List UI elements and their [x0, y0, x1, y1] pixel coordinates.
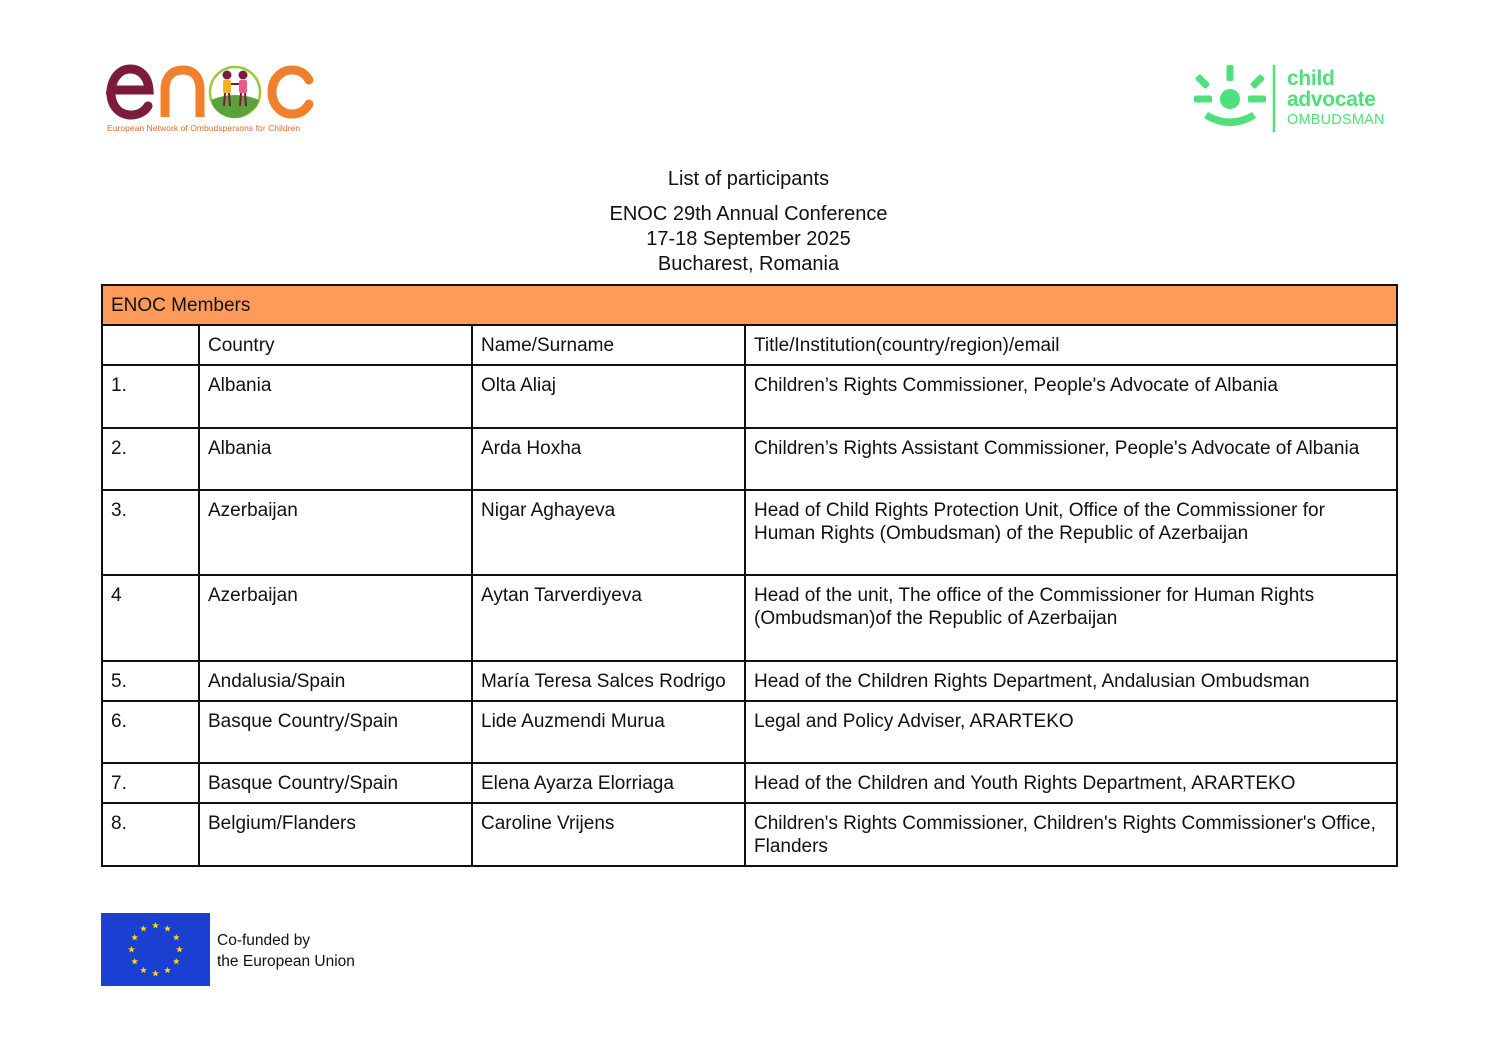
row-title: Legal and Policy Adviser, ARARTEKO: [745, 701, 1397, 763]
row-number: 7.: [102, 763, 199, 803]
row-title: Head of the Children Rights Department, Andalusian Ombudsman: [745, 661, 1397, 701]
column-header-row: [102, 325, 1397, 365]
header-country: Country: [199, 325, 472, 365]
eu-flag-icon: [101, 913, 210, 986]
row-name: María Teresa Salces Rodrigo: [472, 661, 745, 701]
row-number: 8.: [102, 803, 199, 866]
row-number: 3.: [102, 490, 199, 575]
row-country: Albania: [199, 365, 472, 428]
row-name: Elena Ayarza Elorriaga: [472, 763, 745, 803]
row-title: Head of the Children and Youth Rights Department, ARARTEKO: [745, 763, 1397, 803]
row-country: Andalusia/Spain: [199, 661, 472, 701]
table-row: [102, 575, 1397, 661]
row-name: Caroline Vrijens: [472, 803, 745, 866]
row-country: Albania: [199, 428, 472, 490]
row-country: Basque Country/Spain: [199, 763, 472, 803]
ca-line-ombudsman: OMBUDSMAN: [1287, 112, 1385, 128]
row-name: Arda Hoxha: [472, 428, 745, 490]
child-advocate-wordmark: [1287, 68, 1385, 130]
row-name: Olta Aliaj: [472, 365, 745, 428]
event-location: Bucharest, Romania: [657, 253, 840, 275]
enoc-logo: [105, 62, 320, 138]
table-row: [102, 428, 1397, 490]
row-name: Aytan Tarverdiyeva: [472, 575, 745, 661]
table-row: [102, 661, 1397, 701]
ca-line-child: child: [1287, 67, 1335, 90]
row-title: Children's Rights Commissioner, Children's Rights Commissioner's Office, Flanders: [745, 803, 1397, 866]
enoc-logo-icon: [105, 62, 320, 122]
event-name: ENOC 29th Annual Conference: [609, 203, 888, 225]
row-country: Azerbaijan: [199, 490, 472, 575]
table-row: [102, 803, 1397, 866]
row-country: Basque Country/Spain: [199, 701, 472, 763]
row-title: Head of the unit, The office of the Commissioner for Human Rights (Ombudsman)of the Republic of Azerbaijan: [745, 575, 1397, 661]
header-name: Name/Surname: [472, 325, 745, 365]
row-name: Nigar Aghayeva: [472, 490, 745, 575]
cofunded-line-2: the European Union: [217, 953, 355, 970]
enoc-tagline: European Network of Ombudspersons for Children: [107, 123, 301, 133]
row-title: Children’s Rights Assistant Commissioner, People's Advocate of Albania: [745, 428, 1397, 490]
child-advocate-logo: [1190, 62, 1405, 136]
header-number: [102, 325, 199, 365]
row-number: 6.: [102, 701, 199, 763]
event-details: [0, 202, 1497, 277]
participants-table: [101, 284, 1398, 867]
table-row: [102, 490, 1397, 575]
table-row: [102, 365, 1397, 428]
header-title: Title/Institution(country/region)/email: [745, 325, 1397, 365]
ca-line-advocate: advocate: [1287, 88, 1376, 111]
section-header-row: [102, 285, 1397, 325]
row-number: 2.: [102, 428, 199, 490]
row-number: 5.: [102, 661, 199, 701]
cofunded-line-1: Co-funded by: [217, 932, 311, 949]
row-country: Belgium/Flanders: [199, 803, 472, 866]
row-number: 4: [102, 575, 199, 661]
row-country: Azerbaijan: [199, 575, 472, 661]
cofunded-text: [217, 930, 355, 972]
row-name: Lide Auzmendi Murua: [472, 701, 745, 763]
row-title: Children’s Rights Commissioner, People's Advocate of Albania: [745, 365, 1397, 428]
sun-logo-icon: [1190, 62, 1280, 136]
section-title: ENOC Members: [102, 285, 1397, 325]
document-title: List of participants: [667, 168, 830, 190]
row-number: 1.: [102, 365, 199, 428]
table-row: [102, 763, 1397, 803]
row-title: Head of Child Rights Protection Unit, Office of the Commissioner for Human Rights (Ombudsman) of the Republic of Azerbaijan: [745, 490, 1397, 575]
event-dates: 17-18 September 2025: [646, 228, 851, 250]
table-row: [102, 701, 1397, 763]
